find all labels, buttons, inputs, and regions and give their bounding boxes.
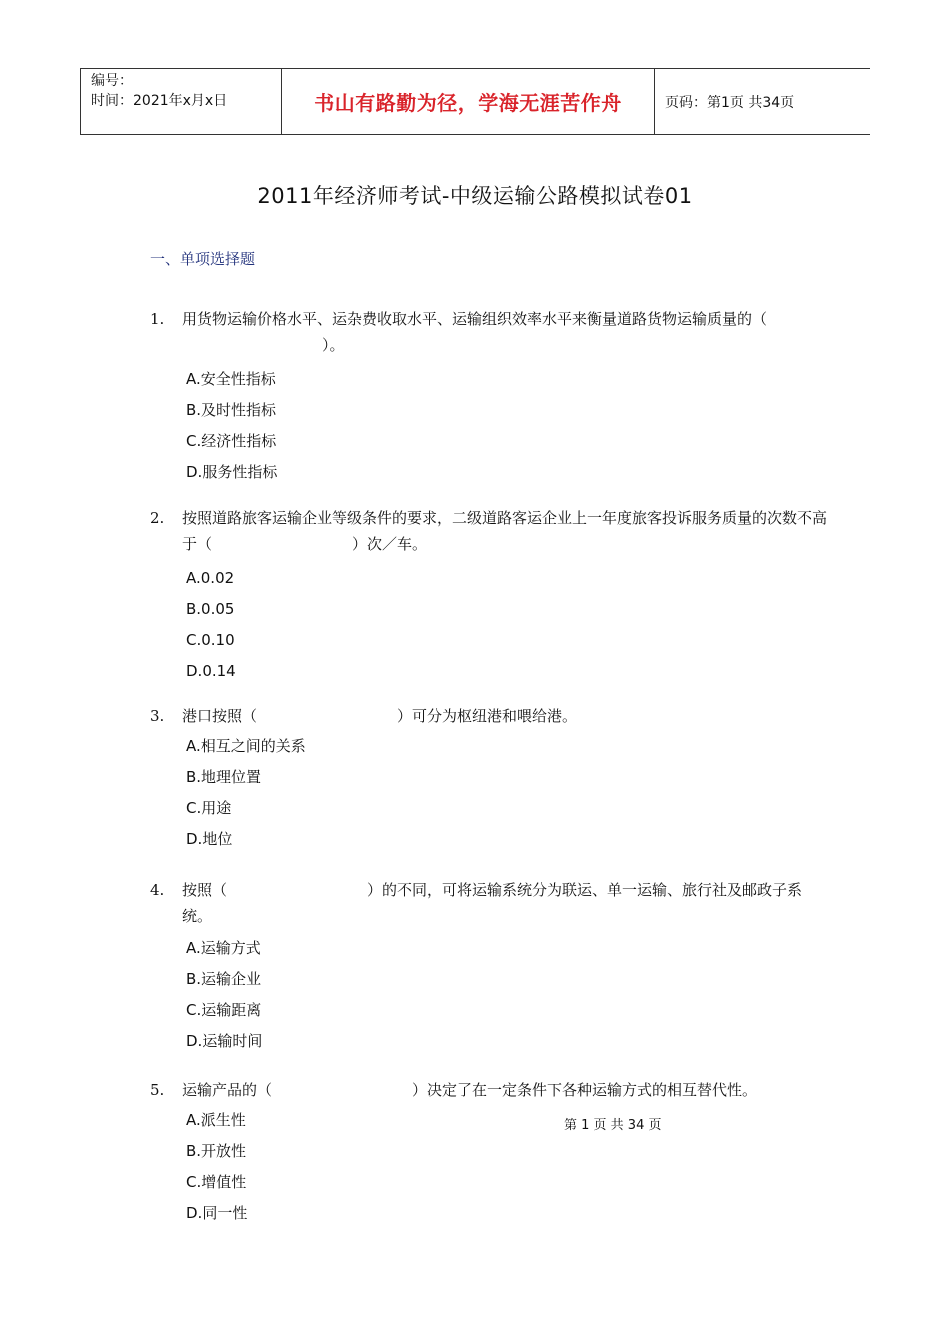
question-number: 5. — [150, 1081, 165, 1099]
page-footer: 第 1 页 共 34 页 — [564, 1118, 662, 1133]
stem-text-end: ）可分为枢纽港和喂给港。 — [397, 707, 578, 725]
stem-text: 港口按照（ — [182, 707, 258, 725]
stem-text-end: ）次／车。 — [352, 535, 428, 553]
time-label: 时间：2021年x月x日 — [91, 93, 228, 109]
document-title: 2011年经济师考试-中级运输公路模拟试卷01 — [257, 184, 693, 208]
header-motto: 书山有路勤为径，学海无涯苦作舟 — [282, 69, 655, 134]
question-stem — [182, 703, 830, 729]
question-4 — [150, 877, 830, 1057]
question-stem — [182, 505, 830, 557]
option-b: B.运输企业 — [186, 970, 262, 988]
question-number: 3. — [150, 707, 165, 725]
option-a: A.0.02 — [186, 569, 235, 587]
question-number: 2. — [150, 509, 165, 527]
header-meta-cell — [81, 69, 282, 134]
option-a: A.安全性指标 — [186, 370, 276, 388]
stem-text: 按照（ — [182, 881, 228, 899]
number-label: 编号： — [91, 73, 133, 89]
option-d: D.服务性指标 — [186, 463, 278, 481]
option-b: B.0.05 — [186, 600, 235, 618]
question-1 — [150, 306, 830, 488]
option-c: C.经济性指标 — [186, 432, 277, 450]
question-stem — [182, 1077, 830, 1103]
stem-text-end: ）决定了在一定条件下各种运输方式的相互替代性。 — [412, 1081, 758, 1099]
stem-text: 用货物运输价格水平、运杂费收取水平、运输组织效率水平来衡量道路货物运输质量的（ — [182, 310, 768, 328]
question-3 — [150, 703, 830, 855]
header-page-info: 页码：第1页 共34页 — [665, 94, 795, 111]
option-b: B.及时性指标 — [186, 401, 277, 419]
question-number: 1. — [150, 310, 165, 328]
question-2 — [150, 505, 830, 687]
option-d: D.同一性 — [186, 1204, 248, 1222]
option-a: A.运输方式 — [186, 939, 261, 957]
option-a: A.相互之间的关系 — [186, 737, 306, 755]
option-d: D.运输时间 — [186, 1032, 263, 1050]
option-c: C.运输距离 — [186, 1001, 262, 1019]
stem-text: 按照道路旅客运输企业等级条件的要求，二级道路客运企业上一年度旅客投诉服务质量的次数不高于（ — [182, 509, 828, 553]
question-5 — [150, 1077, 830, 1229]
option-c: C.增值性 — [186, 1173, 247, 1191]
stem-text-end: ）。 — [322, 336, 345, 354]
option-d: D.0.14 — [186, 662, 236, 680]
question-number: 4. — [150, 881, 165, 899]
option-a: A.派生性 — [186, 1111, 246, 1129]
question-stem — [182, 877, 830, 929]
option-c: C.用途 — [186, 799, 232, 817]
option-b: B.开放性 — [186, 1142, 247, 1160]
option-d: D.地位 — [186, 830, 233, 848]
option-b: B.地理位置 — [186, 768, 262, 786]
section-title: 一、单项选择题 — [150, 250, 256, 268]
option-c: C.0.10 — [186, 631, 235, 649]
stem-text: 运输产品的（ — [182, 1081, 273, 1099]
document-header — [80, 68, 870, 135]
question-stem — [182, 306, 830, 358]
stem-text-end: ）的不同，可将运输系统分为联运、单一运输、旅行社及邮政子系统。 — [182, 881, 803, 925]
